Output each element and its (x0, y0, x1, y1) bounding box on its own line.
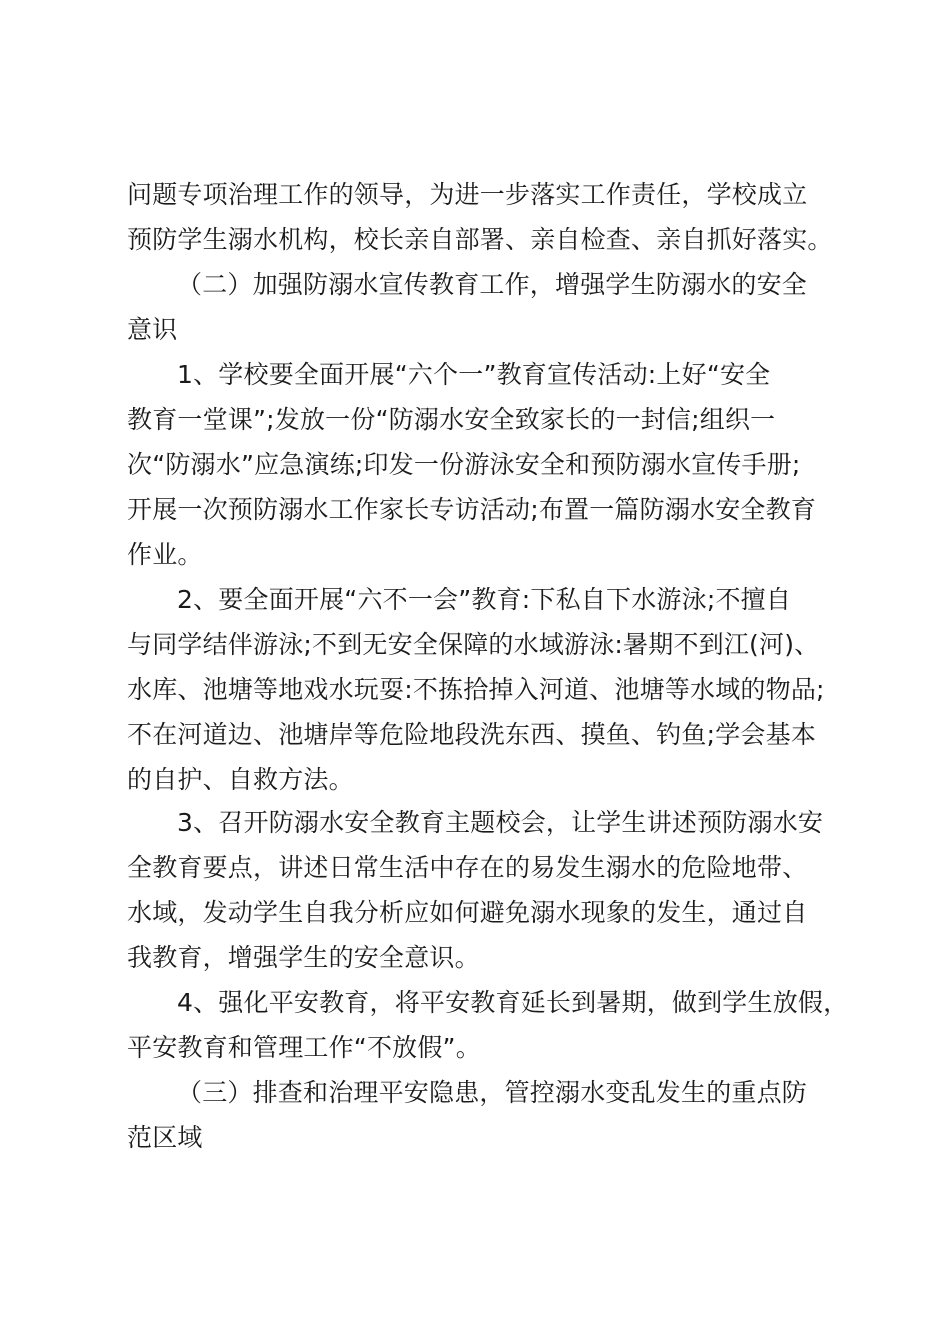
section-heading: （三）排查和治理平安隐患，管控溺水变乱发生的重点防 (177, 1078, 808, 1107)
section-heading: （二）加强防溺水宣传教育工作，增强学生防溺水的安全 (177, 270, 808, 299)
section-heading-cont: 范区域 (127, 1123, 203, 1152)
text-line: 不在河道边、池塘岸等危险地段洗东西、摸鱼、钓鱼;学会基本 (127, 720, 817, 749)
text-line: 次“防溺水”应急演练;印发一份游泳安全和预防溺水宣传手册; (127, 450, 801, 479)
text-line: 我教育，增强学生的安全意识。 (127, 943, 480, 972)
text-line: 作业。 (127, 540, 203, 569)
text-line: 平安教育和管理工作“不放假”。 (127, 1033, 481, 1062)
text-line: 1、学校要全面开展“六个一”教育宣传活动:上好“安全 (177, 360, 771, 389)
text-line: 的自护、自救方法。 (127, 765, 354, 794)
text-line: 与同学结伴游泳;不到无安全保障的水域游泳:暑期不到江(河)、 (127, 630, 820, 659)
text-line: 预防学生溺水机构，校长亲自部署、亲自检查、亲自抓好落实。 (127, 225, 833, 254)
text-line: 问题专项治理工作的领导，为进一步落实工作责任，学校成立 (127, 180, 808, 209)
text-line: 水库、池塘等地戏水玩耍:不拣拾掉入河道、池塘等水域的物品; (127, 675, 825, 704)
section-heading-cont: 意识 (127, 315, 178, 344)
text-line: 全教育要点，讲述日常生活中存在的易发生溺水的危险地带、 (127, 853, 808, 882)
text-line: 开展一次预防溺水工作家长专访活动;布置一篇防溺水安全教育 (127, 495, 817, 524)
text-line: 水域，发动学生自我分析应如何避免溺水现象的发生，通过自 (127, 898, 808, 927)
text-line: 2、要全面开展“六不一会”教育:下私自下水游泳;不擅自 (177, 585, 792, 614)
text-line: 4、强化平安教育，将平安教育延长到暑期，做到学生放假， (177, 988, 849, 1017)
text-line: 3、召开防溺水安全教育主题校会，让学生讲述预防溺水安 (177, 808, 824, 837)
text-line: 教育一堂课”;发放一份“防溺水安全致家长的一封信;组织一 (127, 405, 776, 434)
